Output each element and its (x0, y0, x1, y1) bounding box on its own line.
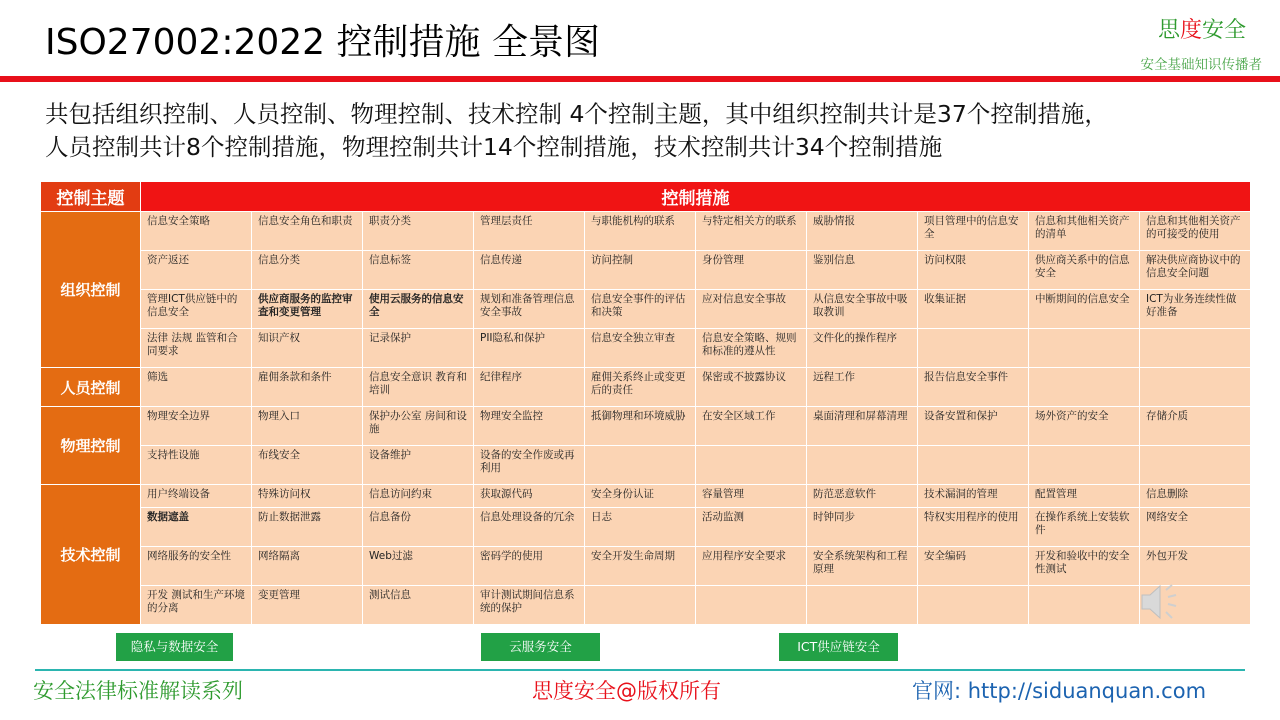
control-measure-cell: 特权实用程序的使用 (918, 508, 1029, 547)
control-measure-cell: 数据遮盖 (141, 508, 252, 547)
control-measure-cell: 信息安全意识 教育和培训 (363, 368, 474, 407)
control-measure-cell: 信息备份 (363, 508, 474, 547)
control-measures-table (40, 181, 1251, 625)
control-measure-cell: 供应商关系中的信息安全 (1029, 251, 1140, 290)
control-measure-cell: 报告信息安全事件 (918, 368, 1029, 407)
control-measure-cell: 日志 (585, 508, 696, 547)
control-measure-cell (807, 446, 918, 485)
control-measure-cell: 记录保护 (363, 329, 474, 368)
control-measure-cell (696, 586, 807, 625)
control-measure-cell: 活动监测 (696, 508, 807, 547)
footer-series-name: 安全法律标准解读系列 (33, 679, 243, 703)
control-measure-cell: 中断期间的信息安全 (1029, 290, 1140, 329)
control-measure-cell: 开发 测试和生产环境的分离 (141, 586, 252, 625)
table-row (41, 290, 1251, 329)
tag-cloud-service-security: 云服务安全 (481, 633, 600, 661)
tag-privacy-data-security: 隐私与数据安全 (116, 633, 233, 661)
table-row (41, 446, 1251, 485)
control-measure-cell: 供应商服务的监控审查和变更管理 (252, 290, 363, 329)
table-row (41, 407, 1251, 446)
control-measure-cell: 信息安全事件的评估和决策 (585, 290, 696, 329)
control-measure-cell: 信息分类 (252, 251, 363, 290)
control-measure-cell: 雇佣关系终止或变更后的责任 (585, 368, 696, 407)
control-measure-cell: 管理ICT供应链中的信息安全 (141, 290, 252, 329)
control-measure-cell: 与特定相关方的联系 (696, 212, 807, 251)
control-measure-cell: 技术漏洞的管理 (918, 485, 1029, 508)
control-measure-cell: 时钟同步 (807, 508, 918, 547)
control-measure-cell: 访问控制 (585, 251, 696, 290)
control-measure-cell: 测试信息 (363, 586, 474, 625)
control-measure-cell: 物理安全监控 (474, 407, 585, 446)
speaker-icon[interactable] (1136, 580, 1186, 624)
control-measure-cell: 信息安全角色和职责 (252, 212, 363, 251)
control-measure-cell: 信息标签 (363, 251, 474, 290)
control-measure-cell: 设备的安全作废或再利用 (474, 446, 585, 485)
control-measure-cell (1029, 586, 1140, 625)
control-measure-cell: 访问权限 (918, 251, 1029, 290)
control-measure-cell: 规划和准备管理信息安全事故 (474, 290, 585, 329)
control-measure-cell (807, 586, 918, 625)
control-measure-cell (918, 446, 1029, 485)
control-measure-cell: 知识产权 (252, 329, 363, 368)
control-measure-cell: 密码学的使用 (474, 547, 585, 586)
footer-copyright: 思度安全@版权所有 (532, 679, 721, 703)
summary-line-1: 共包括组织控制、人员控制、物理控制、技术控制 4个控制主题，其中组织控制共计是37个控制措施， (45, 100, 1108, 128)
control-measure-cell: 保护办公室 房间和设施 (363, 407, 474, 446)
control-measure-cell: 物理安全边界 (141, 407, 252, 446)
control-measure-cell (585, 446, 696, 485)
header-control-measures: 控制措施 (141, 182, 1251, 212)
footer-divider (35, 669, 1245, 671)
control-measure-cell: 与职能机构的联系 (585, 212, 696, 251)
table-row (41, 547, 1251, 586)
control-measure-cell: 支持性设施 (141, 446, 252, 485)
control-measure-cell (1140, 446, 1251, 485)
control-measure-cell: 防范恶意软件 (807, 485, 918, 508)
control-measure-cell: 物理入口 (252, 407, 363, 446)
control-measure-cell: 纪律程序 (474, 368, 585, 407)
table-row (41, 586, 1251, 625)
control-measure-cell: 使用云服务的信息安全 (363, 290, 474, 329)
control-measure-cell: 网络安全 (1140, 508, 1251, 547)
control-measure-cell: 网络服务的安全性 (141, 547, 252, 586)
control-measure-cell: 安全编码 (918, 547, 1029, 586)
control-measure-cell: 桌面清理和屏幕清理 (807, 407, 918, 446)
tag-ict-supply-chain-security: ICT供应链安全 (779, 633, 898, 661)
control-measure-cell: 信息安全策略 (141, 212, 252, 251)
control-measure-cell: 项目管理中的信息安全 (918, 212, 1029, 251)
summary-line-2: 人员控制共计8个控制措施，物理控制共计14个控制措施，技术控制共计34个控制措施 (45, 133, 943, 161)
control-measure-cell: 职责分类 (363, 212, 474, 251)
summary-text (45, 98, 1265, 164)
control-measure-cell: 收集证据 (918, 290, 1029, 329)
control-measure-cell: 法律 法规 监管和合同要求 (141, 329, 252, 368)
page-title: ISO27002:2022 控制措施 全景图 (45, 22, 600, 63)
theme-organizational-controls: 组织控制 (41, 212, 141, 368)
brand-logo (1158, 16, 1246, 46)
brand-tagline: 安全基础知识传播者 (1140, 57, 1262, 73)
control-measure-cell (918, 329, 1029, 368)
control-measure-cell: 应对信息安全事故 (696, 290, 807, 329)
theme-physical-controls: 物理控制 (41, 407, 141, 485)
control-measure-cell: 威胁情报 (807, 212, 918, 251)
control-measure-cell (1029, 329, 1140, 368)
table-row (41, 368, 1251, 407)
control-measure-cell: 资产返还 (141, 251, 252, 290)
brand-part-3: 安全 (1201, 18, 1246, 43)
control-measure-cell: 应用程序安全要求 (696, 547, 807, 586)
control-measure-cell: 信息处理设备的冗余 (474, 508, 585, 547)
control-measure-cell: 变更管理 (252, 586, 363, 625)
table-row (41, 329, 1251, 368)
control-measure-cell: 设备安置和保护 (918, 407, 1029, 446)
brand-part-1: 思 (1157, 18, 1180, 43)
control-measure-cell: 信息和其他相关资产的可接受的使用 (1140, 212, 1251, 251)
control-measure-cell: 场外资产的安全 (1029, 407, 1140, 446)
control-measure-cell: 雇佣条款和条件 (252, 368, 363, 407)
control-measure-cell: 信息访问约束 (363, 485, 474, 508)
control-measure-cell: ICT为业务连续性做好准备 (1140, 290, 1251, 329)
control-measure-cell (1029, 368, 1140, 407)
control-measure-cell: 在安全区域工作 (696, 407, 807, 446)
table-row (41, 212, 1251, 251)
control-measure-cell: 信息传递 (474, 251, 585, 290)
control-measure-cell: 筛选 (141, 368, 252, 407)
control-measure-cell (1140, 368, 1251, 407)
control-measure-cell: 信息和其他相关资产的清单 (1029, 212, 1140, 251)
control-measure-cell: 获取源代码 (474, 485, 585, 508)
control-measure-cell: 抵御物理和环境威胁 (585, 407, 696, 446)
control-measure-cell: 容量管理 (696, 485, 807, 508)
table-row (41, 508, 1251, 547)
control-measure-cell: 鉴别信息 (807, 251, 918, 290)
control-measure-cell: 安全系统架构和工程原理 (807, 547, 918, 586)
footer-website-link[interactable]: 官网: http://siduanquan.com (912, 679, 1207, 703)
control-measure-cell: 管理层责任 (474, 212, 585, 251)
control-measure-cell: 网络隔离 (252, 547, 363, 586)
control-measure-cell: 从信息安全事故中吸取教训 (807, 290, 918, 329)
control-measure-cell: 特殊访问权 (252, 485, 363, 508)
control-measure-cell: 用户终端设备 (141, 485, 252, 508)
control-measure-cell: 信息删除 (1140, 485, 1251, 508)
header-control-theme: 控制主题 (41, 182, 141, 212)
control-measure-cell: 布线安全 (252, 446, 363, 485)
control-measure-cell: 设备维护 (363, 446, 474, 485)
control-measure-cell (585, 586, 696, 625)
control-measure-cell (696, 446, 807, 485)
control-measure-cell: 安全开发生命周期 (585, 547, 696, 586)
control-measure-cell: 远程工作 (807, 368, 918, 407)
control-measure-cell: 防止数据泄露 (252, 508, 363, 547)
brand-part-2: 度 (1179, 18, 1202, 43)
control-measure-cell: 安全身份认证 (585, 485, 696, 508)
table-row (41, 485, 1251, 508)
control-measure-cell: 文件化的操作程序 (807, 329, 918, 368)
control-measure-cell: Web过滤 (363, 547, 474, 586)
control-measure-cell: 审计测试期间信息系统的保护 (474, 586, 585, 625)
control-measure-cell: 信息安全独立审查 (585, 329, 696, 368)
theme-technological-controls: 技术控制 (41, 485, 141, 625)
control-measure-cell: 身份管理 (696, 251, 807, 290)
control-measure-cell: 在操作系统上安装软件 (1029, 508, 1140, 547)
header-divider (0, 76, 1280, 82)
control-measure-cell: 配置管理 (1029, 485, 1140, 508)
control-measure-cell (1029, 446, 1140, 485)
table-row (41, 251, 1251, 290)
control-measure-cell (1140, 329, 1251, 368)
table-header-row (41, 182, 1251, 212)
control-measure-cell: 保密或不披露协议 (696, 368, 807, 407)
control-measure-cell (918, 586, 1029, 625)
control-measure-cell: PII隐私和保护 (474, 329, 585, 368)
control-measure-cell: 存储介质 (1140, 407, 1251, 446)
theme-people-controls: 人员控制 (41, 368, 141, 407)
control-measure-cell: 开发和验收中的安全性测试 (1029, 547, 1140, 586)
control-measure-cell: 解决供应商协议中的信息安全问题 (1140, 251, 1251, 290)
control-measure-cell: 外包开发 (1140, 547, 1251, 586)
control-measure-cell: 信息安全策略、规则和标准的遵从性 (696, 329, 807, 368)
